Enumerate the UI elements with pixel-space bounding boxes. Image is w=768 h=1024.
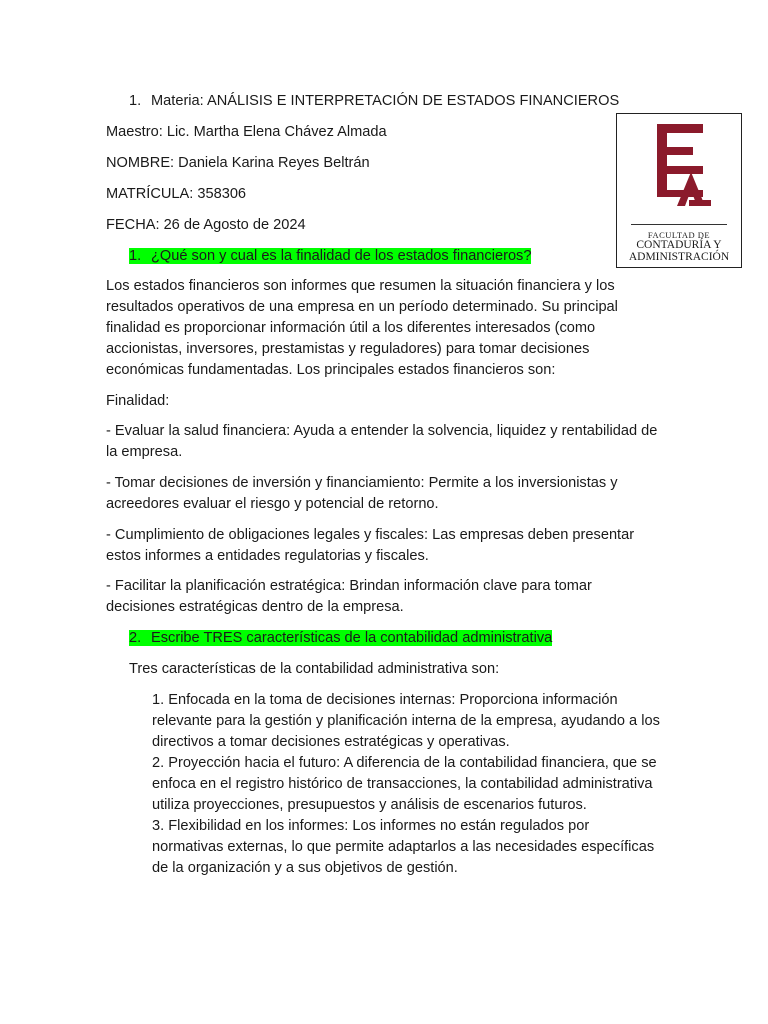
question-2-number: 2. [129,630,142,646]
logo-line-2: CONTADURÍA Y [636,239,722,251]
question-2-text: Escribe TRES características de la contabilidad administrativa [151,630,553,646]
answer-1-intro: Los estados financieros son informes que resumen la situación financiera y los resultados operativos de una empresa en un período determinado. Su principal finalidad es proporcionar información útil a los diferentes interesados (como accionistas, inversores, prestamistas y reguladores) para tomar decisiones económicas fundamentadas. Los principales estados financieros son: [106,278,618,378]
teacher-line: Maestro: Lic. Martha Elena Chávez Almada [106,124,387,140]
question-1-number: 1. [129,248,142,264]
faculty-logo [616,113,742,268]
question-1-text: ¿Qué son y cual es la finalidad de los estados financieros? [151,248,532,264]
characteristic-item-2: 2. Proyección hacia el futuro: A diferencia de la contabilidad financiera, que se enfoca en el registro histórico de transacciones, la contabilidad administrativa utiliza proyecciones, presupuestos y análisis de escenarios futuros. [152,755,657,813]
student-name-line: NOMBRE: Daniela Karina Reyes Beltrán [106,155,370,171]
question-2 [129,628,552,648]
subject-number: 1. [129,93,142,109]
finalidad-label: Finalidad: [106,393,170,409]
characteristic-item-1: 1. Enfocada en la toma de decisiones internas: Proporciona información relevante para la gestión y planificación interna de la empresa, ayudando a los directivos a tomar decisiones estratégicas y operativas. [152,692,660,750]
student-id-line: MATRÍCULA: 358306 [106,186,247,202]
fca-monogram-icon [617,114,741,229]
characteristic-item-3: 3. Flexibilidad en los informes: Los informes no están regulados por normativas externas, lo que permite adaptarlos a las necesidades específicas de la organización y a sus objetivos de gestión. [152,818,655,876]
subject-text: Materia: ANÁLISIS E INTERPRETACIÓN DE ESTADOS FINANCIEROS [151,93,620,109]
logo-line-1: FACULTAD DE [647,230,711,240]
characteristics-list [152,690,662,879]
finalidad-point-3: - Cumplimiento de obligaciones legales y fiscales: Las empresas deben presentar estos informes a entidades regulatorias y fiscales. [106,527,635,564]
answer-2-intro: Tres características de la contabilidad administrativa son: [129,661,500,677]
finalidad-point-4: - Facilitar la planificación estratégica: Brindan información clave para tomar decisiones estratégicas dentro de la empresa. [106,578,592,615]
finalidad-point-2: - Tomar decisiones de inversión y financiamiento: Permite a los inversionistas y acreedores evaluar el riesgo y potencial de retorno. [106,475,618,512]
subject-line [129,91,619,111]
date-line: FECHA: 26 de Agosto de 2024 [106,217,306,233]
logo-line-3: ADMINISTRACIÓN [628,251,730,263]
finalidad-point-1: - Evaluar la salud financiera: Ayuda a entender la solvencia, liquidez y rentabilidad de la empresa. [106,423,658,460]
question-1 [129,246,531,266]
